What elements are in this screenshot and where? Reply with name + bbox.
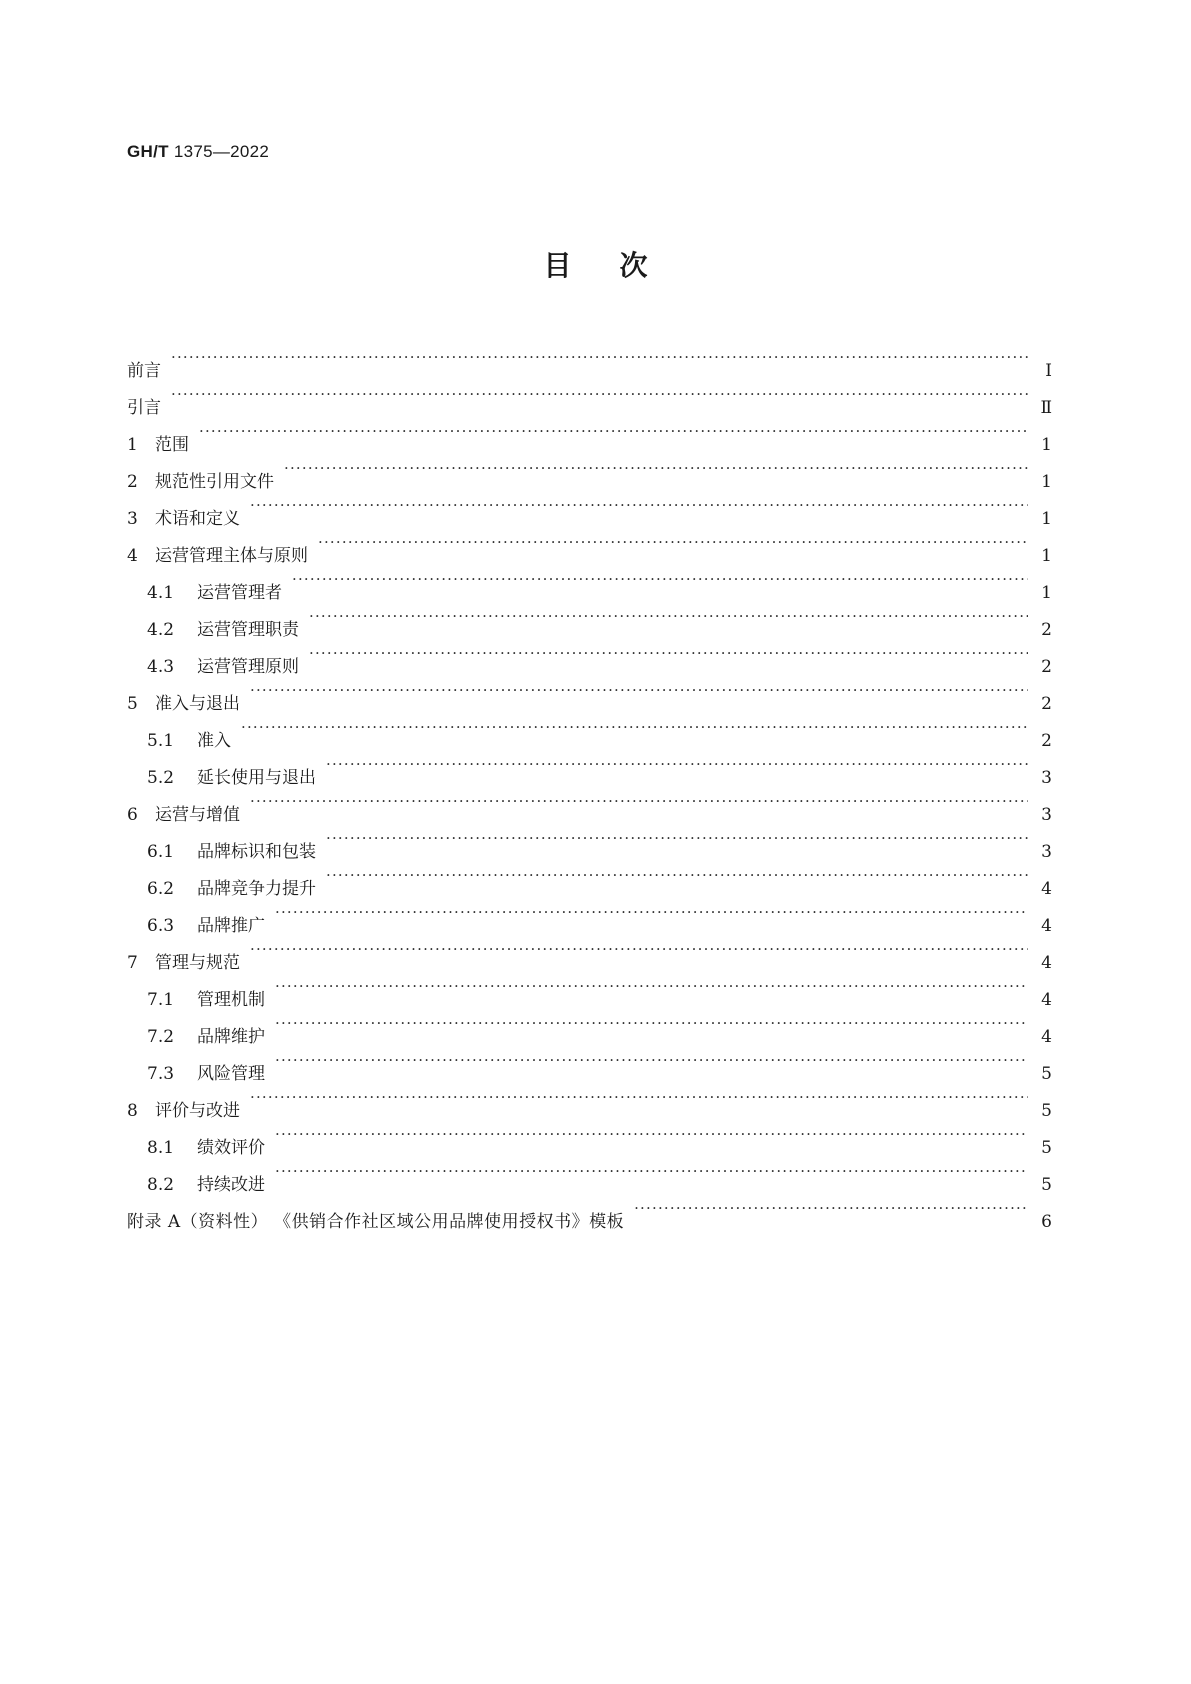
toc-entry-number: 8 (127, 1101, 138, 1121)
toc-entry[interactable] (127, 672, 1052, 714)
toc-entry-label: 运营管理原则 (197, 657, 299, 677)
toc-leader-dots (275, 1005, 1028, 1042)
toc-leader-dots (326, 857, 1028, 894)
toc-entry-page: 2 (1041, 620, 1052, 640)
toc-entry-number: 8.1 (147, 1138, 175, 1158)
toc-entry-label: 延长使用与退出 (197, 768, 316, 788)
toc-leader-dots (199, 413, 1028, 450)
toc-entry-number: 6.3 (147, 916, 175, 936)
toc-entry[interactable] (127, 1116, 1052, 1158)
toc-entry-number: 4.1 (147, 583, 175, 603)
toc-entry-page: 3 (1041, 768, 1052, 788)
toc-entry-page: Ⅱ (1040, 398, 1052, 418)
toc-leader-dots (309, 635, 1028, 672)
page-title: 目次 (543, 249, 696, 282)
toc-entry[interactable] (127, 931, 1052, 973)
toc-entry-label: 品牌标识和包装 (197, 842, 316, 862)
toc-leader-dots (326, 820, 1028, 857)
toc-entry[interactable] (127, 968, 1052, 1010)
toc-leader-dots (292, 561, 1028, 598)
toc-entry-page: 4 (1041, 879, 1052, 899)
toc-entry-number: 3 (127, 509, 138, 529)
document-code-prefix: GH/T (127, 142, 169, 161)
toc-entry[interactable] (127, 339, 1052, 381)
toc-entry-page: Ⅰ (1045, 361, 1052, 381)
toc-entry-page: 1 (1041, 546, 1052, 566)
toc-entry-number: 4.2 (147, 620, 175, 640)
toc-entry-page: 4 (1041, 990, 1052, 1010)
toc-leader-dots (275, 1153, 1028, 1190)
toc-entry-page: 5 (1041, 1101, 1052, 1121)
toc-entry[interactable] (127, 524, 1052, 566)
toc-leader-dots (275, 1116, 1028, 1153)
toc-leader-dots (250, 783, 1028, 820)
toc-entry-number: 6.2 (147, 879, 175, 899)
toc-entry-page: 3 (1041, 805, 1052, 825)
toc-entry-page: 2 (1041, 731, 1052, 751)
toc-leader-dots (171, 376, 1028, 413)
toc-entry-number: 4.3 (147, 657, 175, 677)
toc-entry-label: 运营管理职责 (197, 620, 299, 640)
toc-entry-number: 6 (127, 805, 138, 825)
toc-leader-dots (275, 968, 1028, 1005)
toc-entry-label: 准入与退出 (155, 694, 240, 714)
toc-leader-dots (250, 931, 1028, 968)
table-of-contents (127, 339, 1052, 1232)
toc-entry-label: 品牌竞争力提升 (197, 879, 316, 899)
toc-leader-dots (634, 1190, 1028, 1227)
toc-leader-dots (241, 709, 1028, 746)
toc-entry[interactable] (127, 709, 1052, 751)
toc-entry[interactable] (127, 783, 1052, 825)
toc-entry-number: 7.3 (147, 1064, 175, 1084)
toc-entry-label: 准入 (197, 731, 231, 751)
toc-entry-page: 5 (1041, 1064, 1052, 1084)
toc-leader-dots (275, 894, 1028, 931)
toc-entry-label: 持续改进 (197, 1175, 265, 1195)
toc-entry-page: 1 (1041, 583, 1052, 603)
toc-entry-page: 4 (1041, 953, 1052, 973)
document-code (127, 142, 269, 162)
toc-entry-page: 5 (1041, 1138, 1052, 1158)
toc-entry-number: 8.2 (147, 1175, 175, 1195)
toc-entry-label: 附录 A（资料性） 《供销合作社区域公用品牌使用授权书》模板 (127, 1212, 625, 1232)
toc-entry[interactable] (127, 820, 1052, 862)
toc-entry-label: 运营管理主体与原则 (155, 546, 308, 566)
toc-entry-number: 1 (127, 435, 138, 455)
toc-entry[interactable] (127, 450, 1052, 492)
toc-entry-page: 3 (1041, 842, 1052, 862)
toc-entry-label: 规范性引用文件 (155, 472, 274, 492)
toc-entry-page: 1 (1041, 472, 1052, 492)
toc-entry[interactable] (127, 487, 1052, 529)
toc-leader-dots (250, 672, 1028, 709)
toc-entry-number: 4 (127, 546, 138, 566)
toc-entry-number: 7.2 (147, 1027, 175, 1047)
toc-entry-number: 7.1 (147, 990, 175, 1010)
toc-entry[interactable] (127, 746, 1052, 788)
toc-entry-label: 品牌推广 (197, 916, 265, 936)
toc-entry[interactable] (127, 376, 1052, 418)
toc-entry-number: 2 (127, 472, 138, 492)
toc-entry-page: 2 (1041, 694, 1052, 714)
toc-leader-dots (275, 1042, 1028, 1079)
toc-entry-label: 引言 (127, 398, 161, 418)
toc-leader-dots (171, 339, 1028, 376)
toc-entry-label: 评价与改进 (155, 1101, 240, 1121)
toc-entry-label: 运营管理者 (197, 583, 282, 603)
toc-entry-label: 管理机制 (197, 990, 265, 1010)
toc-entry-number: 7 (127, 953, 138, 973)
toc-entry-page: 2 (1041, 657, 1052, 677)
toc-leader-dots (250, 487, 1028, 524)
toc-entry-label: 风险管理 (197, 1064, 265, 1084)
toc-entry[interactable] (127, 1079, 1052, 1121)
toc-entry-label: 前言 (127, 361, 161, 381)
toc-entry-page: 1 (1041, 509, 1052, 529)
toc-entry-page: 4 (1041, 1027, 1052, 1047)
toc-entry-label: 管理与规范 (155, 953, 240, 973)
toc-entry-number: 5.2 (147, 768, 175, 788)
toc-leader-dots (318, 524, 1028, 561)
toc-entry-page: 5 (1041, 1175, 1052, 1195)
toc-entry[interactable] (127, 413, 1052, 455)
toc-entry-number: 5 (127, 694, 138, 714)
document-code-number: 1375—2022 (173, 142, 270, 161)
toc-entry-number: 6.1 (147, 842, 175, 862)
toc-leader-dots (309, 598, 1028, 635)
toc-leader-dots (250, 1079, 1028, 1116)
toc-leader-dots (284, 450, 1028, 487)
toc-entry-label: 运营与增值 (155, 805, 240, 825)
toc-entry-page: 4 (1041, 916, 1052, 936)
toc-entry-page: 6 (1041, 1212, 1052, 1232)
toc-entry-label: 绩效评价 (197, 1138, 265, 1158)
toc-entry-label: 品牌维护 (197, 1027, 265, 1047)
toc-entry-number: 5.1 (147, 731, 175, 751)
toc-entry-label: 术语和定义 (155, 509, 240, 529)
toc-entry-label: 范围 (155, 435, 189, 455)
toc-leader-dots (326, 746, 1028, 783)
toc-entry-page: 1 (1041, 435, 1052, 455)
